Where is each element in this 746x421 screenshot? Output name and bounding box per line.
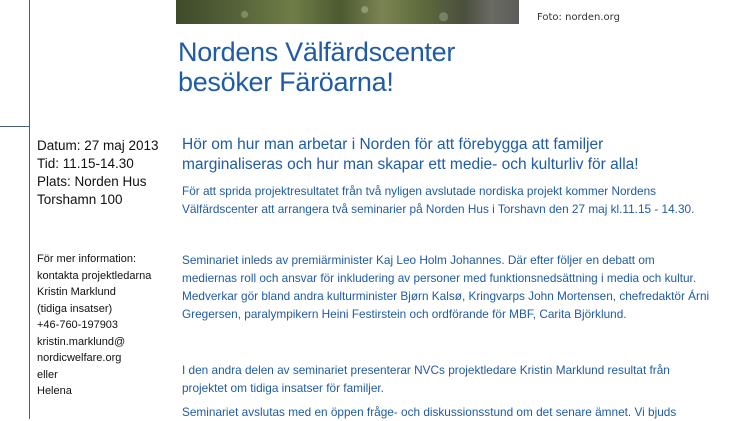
contact-heading: För mer information: — [37, 253, 137, 265]
event-details — [37, 137, 172, 209]
contact-phone[interactable]: +46-760-197903 — [37, 319, 119, 331]
lead-paragraph: Hör om hur man arbetar i Norden för att förebygga att familjer marginaliseras och hur man skapar ett medie- och kulturliv för alla! — [182, 136, 639, 173]
body-paragraph-2: Seminariet inleds av premiärminister Kaj Leo Holm Johannes. Där efter följer en debatt om mediernas roll och ansvar för inkludering av personer med funktionsnedsättning i media och kultur. Medverkar gör bland andra kulturminister Bjørn Kalsø, Kringvarps John Mortensen, chefredaktör Árni Gregersen, paralympikern Heini Festirstein och ordförande för MBF, Carita Björklund. — [182, 253, 710, 321]
contact-role: (tidiga insatser) — [37, 302, 113, 315]
page-title — [178, 37, 598, 97]
vertical-rule — [29, 0, 30, 419]
event-address: Torshamn 100 — [37, 192, 123, 207]
contact-info — [37, 251, 172, 400]
event-date: Datum: 27 maj 2013 — [37, 138, 159, 153]
contact-email-part1[interactable]: kristin.marklund@ — [37, 335, 126, 348]
contact-name-2: Helena — [37, 385, 72, 397]
photo-credit: Foto: norden.org — [537, 12, 620, 23]
body-paragraph-4: Seminariet avslutas med en öppen fråge- och diskussionsstund om det senare ämnet. Vi bjuds — [182, 405, 677, 419]
event-time: Tid: 11.15-14.30 — [37, 156, 134, 171]
event-place: Plats: Norden Hus — [37, 174, 147, 189]
title-line-2: besöker Färöarna! — [178, 67, 394, 97]
contact-email-part2[interactable]: nordicwelfare.org — [37, 352, 122, 364]
horizontal-rule — [0, 126, 30, 127]
body-paragraph-1: För att sprida projektresultatet från två nyligen avslutade nordiska projekt kommer Nordens Välfärdscenter att arrangera två seminarier på Norden Hus i Torshavn den 27 maj kl.11.15 - 14.30. — [182, 184, 695, 216]
title-line-1: Nordens Välfärdscenter — [178, 37, 456, 67]
body-paragraph-3: I den andra delen av seminariet presenterar NVCs projektledare Kristin Marklund resultat från projektet om tidiga insatser för familjer. — [182, 363, 670, 395]
contact-name: Kristin Marklund — [37, 286, 116, 298]
contact-or: eller — [37, 368, 58, 381]
contact-line: kontakta projektledarna — [37, 269, 152, 282]
header-photo — [176, 0, 519, 24]
